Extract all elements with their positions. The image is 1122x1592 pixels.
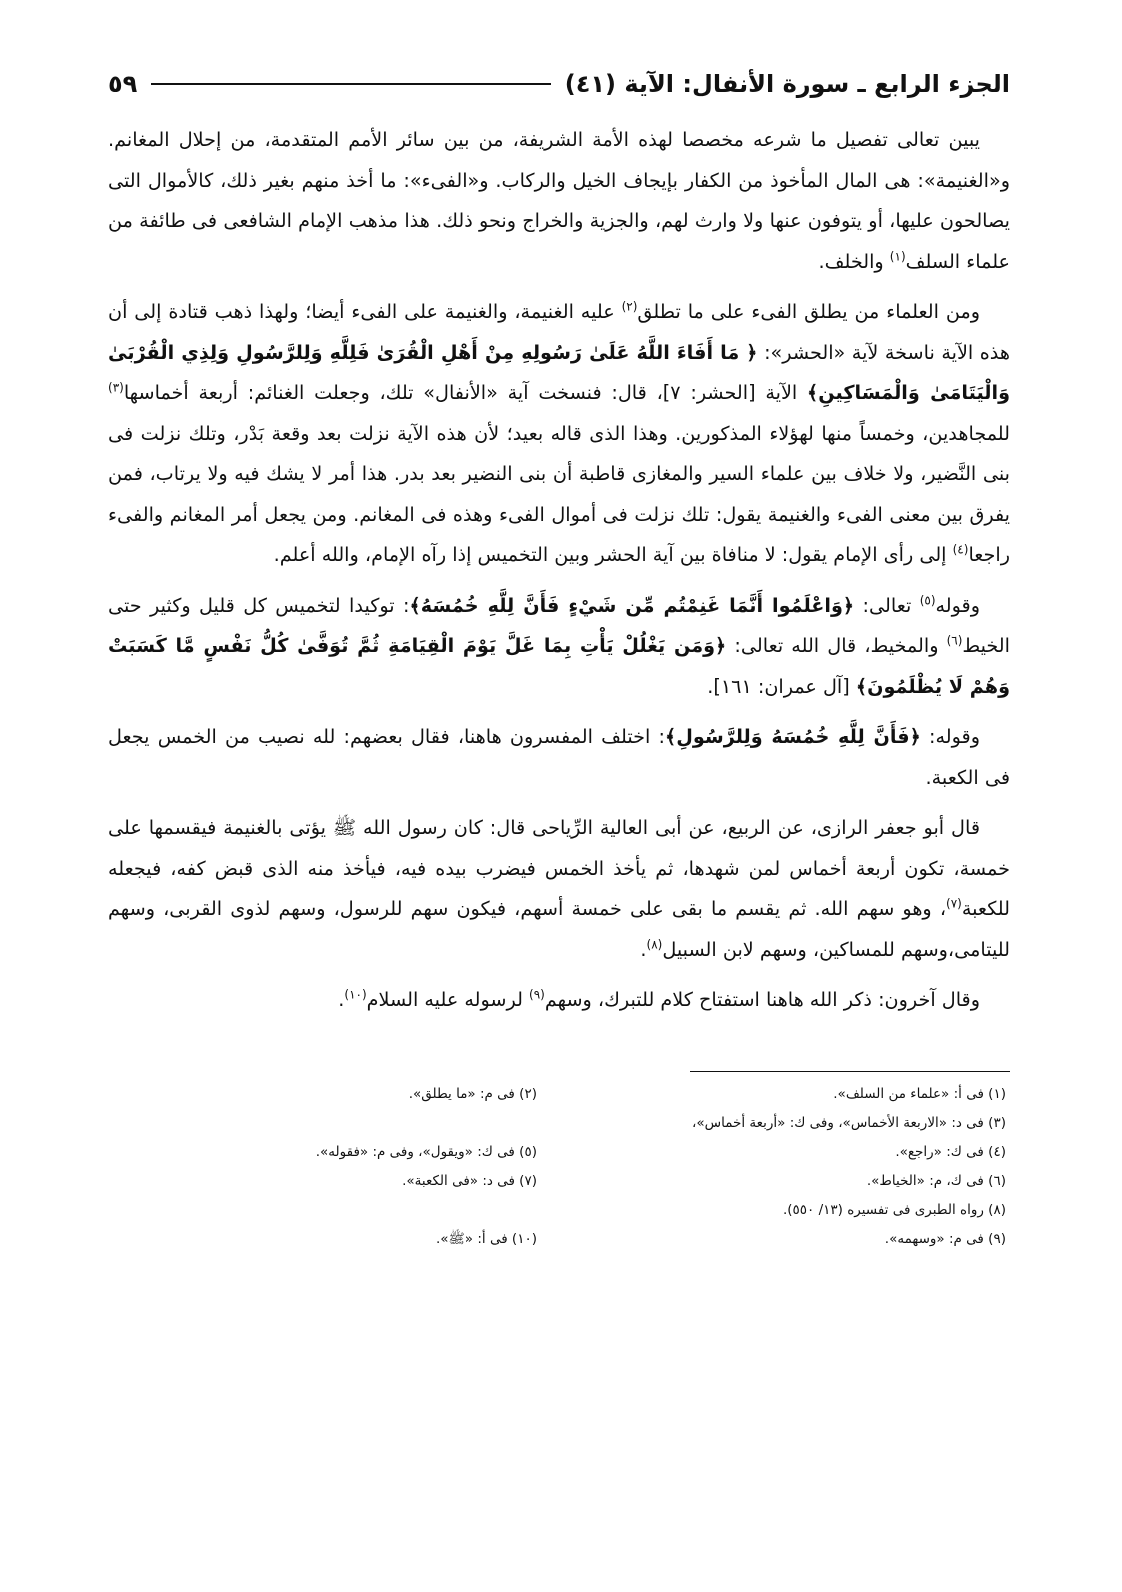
text-run: يبين تعالى تفصيل ما شرعه مخصصا لهذه الأمة الشريفة، من بين سائر الأمم المتقدمة، من إحلال المغانم. و«الغنيمة»: هى المال المأخوذ من الكفار بإيجاف الخيل والركاب. و«الفىء»: ما أخذ منهم بغير ذلك، كالأموال التى يصالحون عليها، أو يتوفون عنها ولا وارث لهم، والجزية والخراج ونحو ذلك. هذا مذهب الإمام الشافعى فى طائفة من علماء السلف [108, 128, 1010, 273]
footnote-ref: (٧) [946, 896, 962, 911]
page-number: ٥٩ [108, 70, 138, 98]
main-text [108, 120, 1010, 1021]
text-run: للمجاهدين، وخمساً منها لهؤلاء المذكورين. وهذا الذى قاله بعيد؛ لأن هذه الآية نزلت بعد وقعة بَدْر، وتلك نزلت فى بنى النَّضير، ولا خلاف بين علماء السير والمغازى قاطبة أن بنى النضير بعد بدر. هذا أمر لا يشك فيه ولا يرتاب، فمن يفرق بين معنى الفىء والغنيمة يقول: تلك نزلت فى أموال الفىء وهذه فى المغانم. ومن يجعل أمر المغانم والفىء راجعا [108, 421, 1010, 566]
paragraph [108, 292, 1010, 576]
text-run: ومن العلماء من يطلق الفىء على ما تطلق [637, 300, 980, 323]
footnote: (١٠) فى أ: «ﷺ». [435, 1230, 537, 1247]
footnote: (٥) فى ك: «ويقول»، وفى م: «فقوله». [315, 1143, 537, 1160]
paragraph [108, 717, 1010, 798]
footnote-ref: (٦) [946, 633, 963, 648]
text-run: قال أبو جعفر الرازى، عن الربيع، عن أبى العالية الرِّياحى قال: كان رسول الله ﷺ يؤتى بالغنيمة فيقسمها على خمسة، تكون أربعة أخماس لمن شهدها، ثم يأخذ الخمس فيضرب بيده فيه، فيأخذ منه الذى قبض كفه، فيجعله للكعبة [108, 816, 1010, 920]
text-run: ، وهو سهم الله. ثم يقسم ما بقى على خمسة أسهم، فيكون سهم للرسول، وسهم لذوى القربى، وسهم لليتامى،وسهم للمساكين، وسهم لابن السبيل [108, 897, 1010, 961]
footnote-ref: (٩) [529, 987, 545, 1002]
paragraph [108, 120, 1010, 282]
footnote-ref: (١) [889, 249, 906, 264]
footnote-ref: (٤) [952, 542, 969, 557]
text-run: عليه الغنيمة، والغنيمة على الفىء أيضا؛ ولهذا ذهب قتادة إلى أن هذه الآية ناسخة لآية «الحشر»: [108, 300, 1010, 364]
paragraph [108, 808, 1010, 970]
text-run: وقوله [935, 593, 980, 617]
text-run: . [640, 937, 647, 961]
header-rule [151, 83, 550, 85]
footnote: (٨) رواه الطبرى فى تفسيره (١٣/ ٥٥٠). [782, 1201, 1006, 1218]
footnote-ref: (٢) [621, 299, 638, 314]
text-run: وقال آخرون: ذكر الله هاهنا استفتاح كلام للتبرك، وسهم [544, 988, 980, 1011]
text-run: الآية [الحشر: ٧]، قال: فنسخت آية «الأنفال» تلك، وجعلت الغنائم: أربعة أخماسها [123, 381, 807, 404]
footnote: (٣) فى د: «الاربعة الأخماس»، وفى ك: «أربعة أخماس»، [691, 1114, 1006, 1131]
text-run: لرسوله عليه السلام [366, 988, 530, 1011]
footnote-ref: (٣) [108, 380, 124, 395]
footnote: (٦) فى ك، م: «الخياط». [866, 1172, 1006, 1189]
quran-quote: ﴿وَمَن يَغْلُلْ يَأْتِ بِمَا غَلَّ يَوْمَ الْقِيَامَةِ ثُمَّ تُوَفَّىٰ كُلُّ نَفْسٍ مَّا كَسَبَتْ وَهُمْ لَا يُظْلَمُونَ﴾ [108, 634, 1010, 698]
text-run: [آل عمران: ١٦١]. [707, 674, 856, 698]
footnote-ref: (٨) [646, 937, 663, 952]
footnote: (٤) فى ك: «راجع». [895, 1143, 1006, 1160]
text-run: والمخيط، قال الله تعالى: [726, 634, 947, 657]
text-run: تعالى: [854, 593, 920, 617]
footnote: (٢) فى م: «ما يطلق». [408, 1085, 537, 1102]
text-run: . [338, 988, 345, 1011]
header-title: الجزء الرابع ـ سورة الأنفال: الآية (٤١) [564, 70, 1010, 98]
text-run: إلى رأى الإمام يقول: لا منافاة بين آية الحشر وبين التخميس إذا رآه الإمام، والله أعلم. [273, 543, 953, 566]
running-header [108, 62, 1010, 106]
text-run: : اختلف المفسرون هاهنا، فقال بعضهم: لله نصيب من الخمس يجعل فى الكعبة. [108, 725, 1010, 789]
footnotes [108, 1082, 1010, 1252]
footnote: (٩) فى م: «وسهمه». [884, 1230, 1006, 1247]
paragraph [108, 980, 1010, 1021]
footnote: (١) فى أ: «علماء من السلف». [833, 1085, 1006, 1102]
text-run: والخلف. [818, 249, 890, 273]
footnote-separator [690, 1071, 1010, 1072]
paragraph [108, 586, 1010, 708]
footnote-ref: (١٠) [344, 987, 367, 1002]
footnote: (٧) فى د: «فى الكعبة». [402, 1172, 537, 1189]
quran-quote: ﴿ مَا أَفَاءَ اللَّهُ عَلَىٰ رَسُولِهِ مِنْ أَهْلِ الْقُرَىٰ فَلِلَّهِ وَلِلرَّسُولِ وَلِذِي الْقُرْبَىٰ وَالْيَتَامَىٰ وَالْمَسَاكِينِ﴾ [108, 340, 1011, 404]
text-run: وقوله: [920, 725, 980, 748]
footnote-ref: (٥) [919, 593, 936, 608]
text-run: : توكيدا لتخميس كل قليل وكثير حتى الخيط [108, 593, 1010, 657]
quran-quote: ﴿فَأَنَّ لِلَّهِ خُمُسَهُ وَلِلرَّسُولِ﴾ [664, 725, 921, 748]
quran-quote: ﴿وَاعْلَمُوا أَنَّمَا غَنِمْتُم مِّن شَيْءٍ فَأَنَّ لِلَّهِ خُمُسَهُ﴾ [409, 593, 855, 617]
